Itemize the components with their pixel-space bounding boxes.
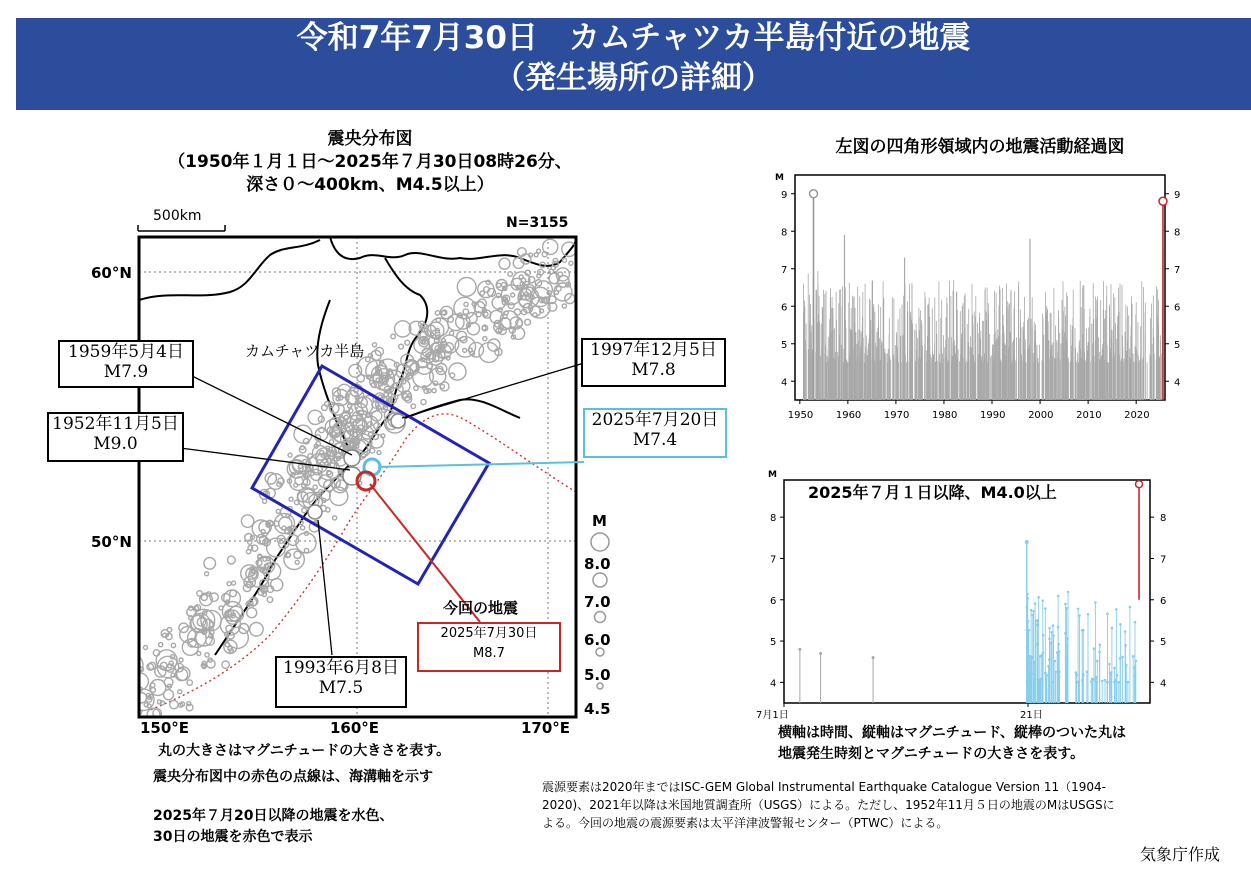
callout-2025-07-30 xyxy=(417,622,561,672)
page-title-line2: （発生場所の詳細） xyxy=(494,60,773,96)
chart2-aftershock-dot xyxy=(1119,623,1122,626)
chart2-aftershock-dot xyxy=(1033,681,1036,684)
chart1-ytick-label: 6 xyxy=(781,302,788,314)
chart2-aftershock-dot xyxy=(1096,660,1099,663)
chart2-aftershock-dot xyxy=(1075,673,1078,676)
mag-legend-title: M xyxy=(592,512,607,530)
chart2-aftershock-dot xyxy=(1132,655,1135,658)
chart2-aftershock-dot xyxy=(1045,677,1048,680)
chart2-aftershock-dot xyxy=(1091,678,1094,681)
chart2-aftershock-dot xyxy=(1108,681,1111,684)
scale-bar xyxy=(138,225,225,231)
chart2-ytick-label: 7 xyxy=(770,554,777,566)
note-color-1: 2025年７月20日以降の地震を水色、 xyxy=(153,808,394,824)
chart2-early-dot xyxy=(872,656,875,659)
current-quake-label: 今回の地震 xyxy=(443,599,519,617)
map-title-line3: 深さ０～400km、M4.5以上） xyxy=(246,175,494,195)
peninsula-label: カムチャツカ半島 xyxy=(245,342,365,360)
chart2-aftershock-dot xyxy=(1044,607,1047,610)
chart2-ytick-label: 8 xyxy=(770,513,777,525)
chart2-mainshock-dot xyxy=(1136,481,1143,488)
chart1-ytick-label-right: 4 xyxy=(1174,377,1181,389)
callout-1959-date: 1959年5月4日 xyxy=(68,342,184,362)
chart2-aftershock-dot xyxy=(1087,613,1090,616)
chart2-aftershock-dot xyxy=(1044,672,1047,675)
chart2-aftershock-dot xyxy=(1095,676,1098,679)
chart2-ytick-label: 6 xyxy=(770,595,777,607)
chart2-aftershock-dot xyxy=(1078,614,1081,617)
event-circle xyxy=(579,269,587,277)
callout-1952 xyxy=(47,412,184,462)
chart1-ytick-label-right: 9 xyxy=(1174,189,1181,201)
chart2-aftershock-dot xyxy=(1101,680,1104,683)
credit: 気象庁作成 xyxy=(1140,845,1221,864)
chart2-aftershock-dot xyxy=(1113,667,1116,670)
chart2-aftershock-dot xyxy=(1108,663,1111,666)
chart2-aftershock-dot xyxy=(1077,608,1080,611)
chart2-aftershock-dot xyxy=(1082,629,1085,632)
chart1-ytick-label: 4 xyxy=(781,377,788,389)
chart2-aftershock-dot xyxy=(1052,624,1055,627)
chart2-ytick-label-right: 5 xyxy=(1160,637,1167,649)
chart2-aftershock-dot xyxy=(1037,596,1040,599)
chart1-xtick-label: 1990 xyxy=(980,410,1006,421)
event-1993 xyxy=(308,505,322,519)
chart2-aftershock-dot xyxy=(1052,681,1055,684)
chart2-aftershock-dot xyxy=(1121,656,1124,659)
source-line3: よる。今回の地震の震源要素は太平洋津波警報センター（PTWC）による。 xyxy=(542,816,949,830)
chart1-ytick-label-right: 6 xyxy=(1174,302,1181,314)
chart2-aftershock-dot xyxy=(1057,595,1060,598)
chart2-aftershock-dot xyxy=(1032,614,1035,617)
chart2-early-dot xyxy=(819,652,822,655)
chart2-aftershock-dot xyxy=(1119,657,1122,660)
chart2-aftershock-dot xyxy=(1036,619,1039,622)
chart2-title: 2025年７月１日以降、M4.0以上 xyxy=(808,483,1057,502)
chart2-aftershock-dot xyxy=(1054,671,1057,674)
lon-label-160: 160°E xyxy=(330,719,380,737)
note-color-2: 30日の地震を赤色で表示 xyxy=(153,829,313,845)
callout-2025-07-20 xyxy=(583,408,727,458)
chart2-ytick-label-right: 8 xyxy=(1160,513,1167,525)
chart2-aftershock-dot xyxy=(1082,673,1085,676)
chart2-aftershock-dot xyxy=(1115,608,1118,611)
chart1-ytick-label-right: 8 xyxy=(1174,227,1181,239)
chart1-highlight-dot xyxy=(1159,197,1167,205)
chart1-xtick-label: 1960 xyxy=(835,410,862,421)
chart2-foreshock-dot xyxy=(1025,540,1029,544)
chart2-ytick-label-right: 7 xyxy=(1160,554,1167,566)
chart2-aftershock-dot xyxy=(1104,679,1107,682)
chart2-ytick-label-right: 4 xyxy=(1160,678,1167,690)
event-1997 xyxy=(391,414,405,428)
lat-label-60: 60°N xyxy=(91,264,132,282)
chart1-xtick-label: 1980 xyxy=(931,410,958,421)
lat-label-50: 50°N xyxy=(91,533,132,551)
callout-20250730-mag: M8.7 xyxy=(473,646,505,661)
chart2-aftershock-dot xyxy=(1111,627,1114,630)
chart1-ytick-label: 9 xyxy=(781,189,788,201)
chart2-aftershock-dot xyxy=(1030,657,1033,660)
chart2-aftershock-dot xyxy=(1116,674,1119,677)
page-title-line1: 令和7年7月30日 カムチャツカ半島付近の地震 xyxy=(296,20,971,56)
chart2-aftershock-dot xyxy=(1032,610,1035,613)
chart2-aftershock-dot xyxy=(1046,674,1049,677)
chart1-ylabel: M xyxy=(775,173,784,183)
chart1-title: 左図の四角形領域内の地震活動経過図 xyxy=(835,137,1125,157)
chart2-xtick-label: 7月1日 xyxy=(756,710,789,721)
long-term-activity-chart xyxy=(760,165,1200,430)
chart1-xtick-label: 2000 xyxy=(1028,410,1054,421)
chart2-aftershock-dot xyxy=(1078,680,1081,683)
mag-legend-45: 4.5 xyxy=(584,700,611,718)
map-title-line2: （1950年１月１日～2025年７月30日08時26分、 xyxy=(168,152,572,172)
chart2-aftershock-dot xyxy=(1033,661,1036,664)
chart2-ytick-label: 5 xyxy=(770,637,777,649)
lon-label-170: 170°E xyxy=(521,719,571,737)
chart1-ytick-label: 7 xyxy=(781,264,788,276)
note-trench: 震央分布図中の赤色の点線は、海溝軸を示す xyxy=(153,769,433,785)
chart1-highlight-dot xyxy=(810,190,818,198)
scale-label: 500km xyxy=(153,208,202,224)
callout-20250720-date: 2025年7月20日 xyxy=(591,410,719,430)
chart2-aftershock-dot xyxy=(1048,627,1051,630)
chart2-aftershock-dot xyxy=(1075,681,1078,684)
chart1-ytick-label-right: 7 xyxy=(1174,264,1181,276)
note-axes-1: 横軸は時間、縦軸はマグニチュード、縦棒のついた丸は xyxy=(778,725,1127,741)
chart2-aftershock-dot xyxy=(1030,609,1033,612)
chart1-xtick-label: 1950 xyxy=(787,410,814,421)
chart2-aftershock-dot xyxy=(1134,621,1137,624)
callout-1993-date: 1993年6月8日 xyxy=(283,658,399,678)
chart2-aftershock-dot xyxy=(1057,626,1060,629)
chart2-aftershock-dot xyxy=(1124,630,1127,633)
callout-1993-mag: M7.5 xyxy=(318,678,364,698)
source-line2: 2020)、2021年以降は米国地質調査所（USGS）による。ただし、1952年11月５日の地震のMはUSGSに xyxy=(542,798,1115,812)
chart2-aftershock-dot xyxy=(1027,674,1030,677)
chart2-xtick-label: 21日 xyxy=(1020,710,1043,721)
chart2-aftershock-dot xyxy=(1109,672,1112,675)
callout-20250720-mag: M7.4 xyxy=(632,430,678,450)
chart2-aftershock-dot xyxy=(1065,656,1068,659)
chart2-aftershock-dot xyxy=(1094,601,1097,604)
chart2-aftershock-dot xyxy=(1067,591,1070,594)
chart1-xtick-label: 1970 xyxy=(883,410,910,421)
source-note xyxy=(542,778,1242,832)
callout-1952-date: 1952年11月5日 xyxy=(52,414,179,434)
chart2-ytick-label-right: 6 xyxy=(1160,595,1167,607)
mag-legend-8: 8.0 xyxy=(584,555,611,573)
callout-1997-mag: M7.8 xyxy=(631,360,676,380)
chart2-aftershock-dot xyxy=(1034,602,1037,605)
chart2-aftershock-dot xyxy=(1039,655,1042,658)
chart2-ytick-label: 4 xyxy=(770,678,777,690)
chart1-xtick-label: 2020 xyxy=(1124,410,1150,421)
chart2-aftershock-dot xyxy=(1106,613,1109,616)
chart2-early-dot xyxy=(798,648,801,651)
chart1-ytick-label: 8 xyxy=(781,227,788,239)
lon-label-150: 150°E xyxy=(140,719,190,737)
chart2-aftershock-dot xyxy=(1093,647,1096,650)
chart2-aftershock-dot xyxy=(1075,671,1078,674)
chart1-ytick-label-right: 5 xyxy=(1174,339,1181,351)
note-circle-size: 丸の大きさはマグニチュードの大きさを表す。 xyxy=(158,743,451,759)
chart2-aftershock-dot xyxy=(1099,644,1102,647)
chart1-xtick-label: 2010 xyxy=(1076,410,1102,421)
chart2-aftershock-dot xyxy=(1054,660,1057,663)
recent-activity-chart xyxy=(740,465,1190,727)
mag-legend-7: 7.0 xyxy=(584,593,611,611)
chart2-aftershock-dot xyxy=(1135,660,1138,663)
mag-legend-5: 5.0 xyxy=(584,666,611,684)
chart2-aftershock-dot xyxy=(1042,634,1045,637)
event-circle xyxy=(578,261,582,265)
event-circle xyxy=(122,681,135,694)
mag-legend-6: 6.0 xyxy=(584,631,611,649)
chart2-aftershock-dot xyxy=(1042,599,1045,602)
chart2-aftershock-dot xyxy=(1124,644,1127,647)
callout-1952-mag: M9.0 xyxy=(93,434,138,454)
chart2-aftershock-dot xyxy=(1127,681,1130,684)
chart2-aftershock-dot xyxy=(1064,603,1067,606)
chart2-aftershock-dot xyxy=(1129,606,1132,609)
callout-1997 xyxy=(581,338,726,387)
callout-20250730-date: 2025年7月30日 xyxy=(440,626,538,641)
callout-1997-date: 1997年12月5日 xyxy=(590,340,717,360)
event-count: N=3155 xyxy=(506,215,569,231)
callout-1993 xyxy=(275,656,407,708)
chart1-ytick-label: 5 xyxy=(781,339,788,351)
chart2-aftershock-dot xyxy=(1098,651,1101,654)
event-circle xyxy=(133,666,137,670)
callout-1959-mag: M7.9 xyxy=(103,362,149,382)
chart2-ylabel: M xyxy=(768,470,777,480)
note-axes-2: 地震発生時刻とマグニチュードの大きさを表す。 xyxy=(778,746,1085,762)
callout-1959 xyxy=(58,340,194,388)
map-title-line1: 震央分布図 xyxy=(327,129,413,149)
source-line1: 震源要素は2020年まではISC-GEM Global Instrumental Earthquake Catalogue Version 11（1904- xyxy=(542,780,1106,794)
